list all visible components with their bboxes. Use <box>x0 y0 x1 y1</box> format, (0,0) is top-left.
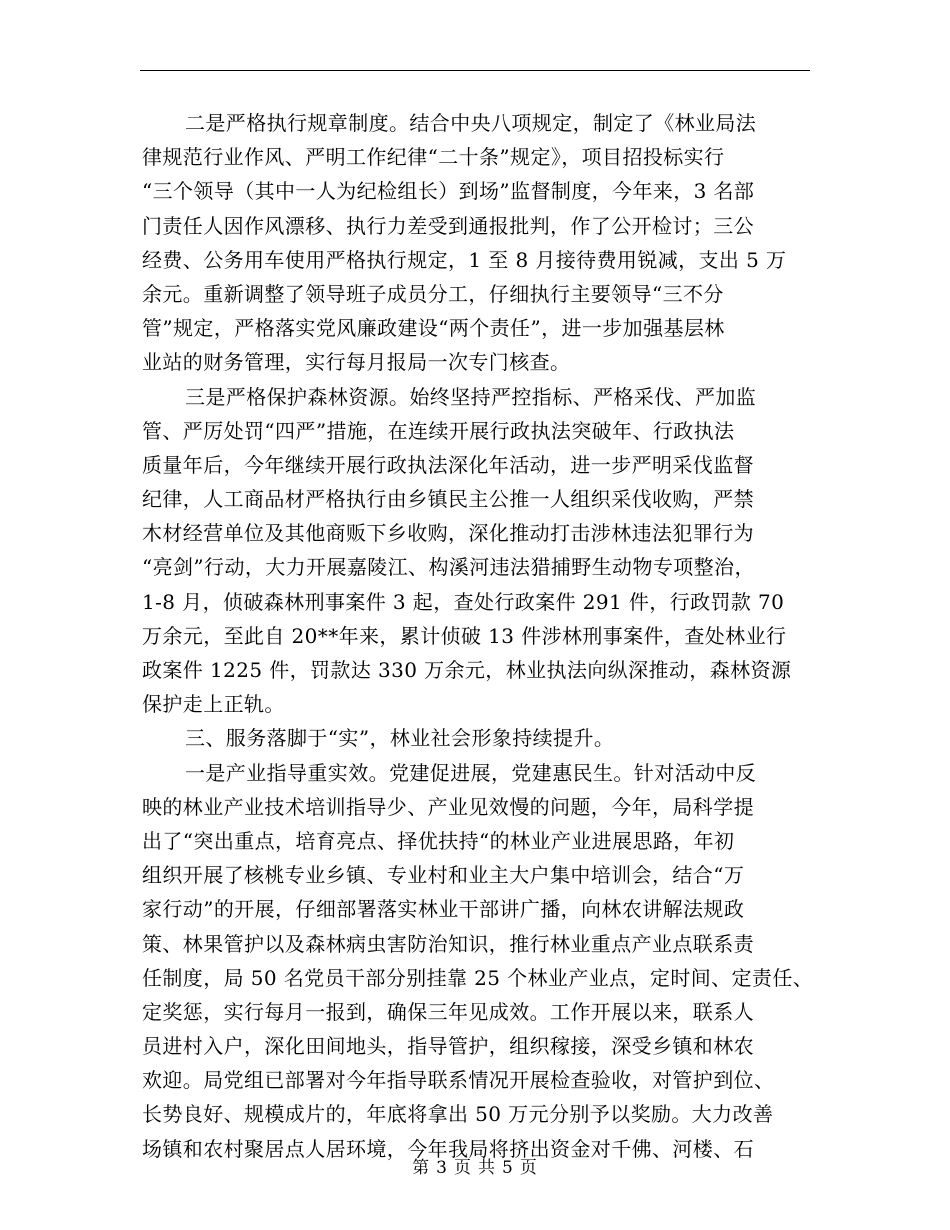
text-line: 员进村入户，深化田间地头，指导管护，组织稼接，深受乡镇和林农 <box>142 1034 754 1059</box>
text-line: 任制度，局 50 名党员干部分别挂靠 25 个林业产业点，定时间、定责任、 <box>142 965 814 990</box>
body-text <box>142 106 814 1166</box>
text-line: 映的林业产业技术培训指导少、产业见效慢的问题，今年，局科学提 <box>142 794 754 819</box>
text-line: “亮剑”行动，大力开展嘉陵江、构溪河违法猎捕野生动物专项整治， <box>142 555 755 580</box>
text-line: 业站的财务管理，实行每月报局一次专门核查。 <box>142 350 571 375</box>
footer-word-di: 第 <box>412 1158 431 1178</box>
text-line: 1-8 月，侦破森林刑事案件 3 起，查处行政案件 291 件，行政罚款 70 <box>142 589 785 614</box>
text-line: 三是严格保护森林资源。始终坚持严控指标、严格采伐、严加监 <box>185 384 757 409</box>
text-line: 长势良好、规模成片的，年底将拿出 50 万元分别予以奖励。大力改善 <box>142 1102 774 1127</box>
section-heading: 三、服务落脚于“实”，林业社会形象持续提升。 <box>185 726 615 751</box>
text-line: 一是产业指导重实效。党建促进展，党建惠民生。针对活动中反 <box>185 760 757 785</box>
text-line: 经费、公务用车使用严格执行规定，1 至 8 月接待费用锐减，支出 5 万 <box>142 247 787 272</box>
text-line: 余元。重新调整了领导班子成员分工，仔细执行主要领导“三不分 <box>142 281 724 306</box>
total-pages-number: 5 <box>502 1158 514 1178</box>
footer-word-gong: 共 <box>478 1158 496 1178</box>
text-line: 门责任人因作风漂移、执行力差受到通报批判，作了公开检讨；三公 <box>142 213 754 238</box>
text-line: 木材经营单位及其他商贩下乡收购，深化推动打击涉林违法犯罪行为 <box>142 521 754 546</box>
text-line: 管”规定，严格落实党风廉政建设“两个责任”，进一步加强基层林 <box>142 316 725 341</box>
text-line: 政案件 1225 件，罚款达 330 万余元，林业执法向纵深推动，森林资源 <box>142 658 792 682</box>
text-line: 律规范行业作风、严明工作纪律“二十条”规定》，项目招投标实行 <box>142 145 725 170</box>
current-page-number: 3 <box>436 1158 448 1178</box>
text-line: 万余元，至此自 20**年来，累计侦破 13 件涉林刑事案件，查处林业行 <box>142 623 787 648</box>
text-line: 欢迎。局党组已部署对今年指导联系情况开展检查验收，对管护到位、 <box>142 1068 775 1093</box>
text-line: “三个领导（其中一人为纪检组长）到场”监督制度，今年来，3 名部 <box>142 179 755 204</box>
text-line: 质量年后，今年继续开展行政执法深化年活动，进一步严明采伐监督 <box>142 452 754 477</box>
text-line: 场镇和农村聚居点人居环境，今年我局将挤出资金对千佛、河楼、石 <box>142 1136 754 1161</box>
page-footer <box>0 1153 950 1178</box>
footer-word-ye-2: 页 <box>519 1158 538 1178</box>
text-line: 组织开展了核桃专业乡镇、专业村和业主大户集中培训会，结合“万 <box>142 863 745 888</box>
text-line: 保护走上正轨。 <box>142 692 285 717</box>
text-line: 管、严厉处罚“四严”措施，在连续开展行政执法突破年、行政执法 <box>142 418 735 443</box>
text-line: 二是严格执行规章制度。结合中央八项规定，制定了《林业局法 <box>185 111 757 135</box>
footer-word-ye: 页 <box>454 1158 472 1178</box>
text-line: 出了“突出重点，培育亮点、择优扶持“的林业产业进展思路，年初 <box>142 828 735 853</box>
text-line: 家行动”的开展，仔细部署落实林业干部讲广播，向林农讲解法规政 <box>142 897 745 922</box>
text-line: 定奖惩，实行每月一报到，确保三年见成效。工作开展以来，联系人 <box>142 999 754 1024</box>
text-line: 纪律，人工商品材严格执行由乡镇民主公推一人组织采伐收购，严禁 <box>142 487 754 512</box>
header-rule <box>140 70 810 71</box>
text-line: 策、林果管护以及森林病虫害防治知识，推行林业重点产业点联系责 <box>142 931 754 956</box>
